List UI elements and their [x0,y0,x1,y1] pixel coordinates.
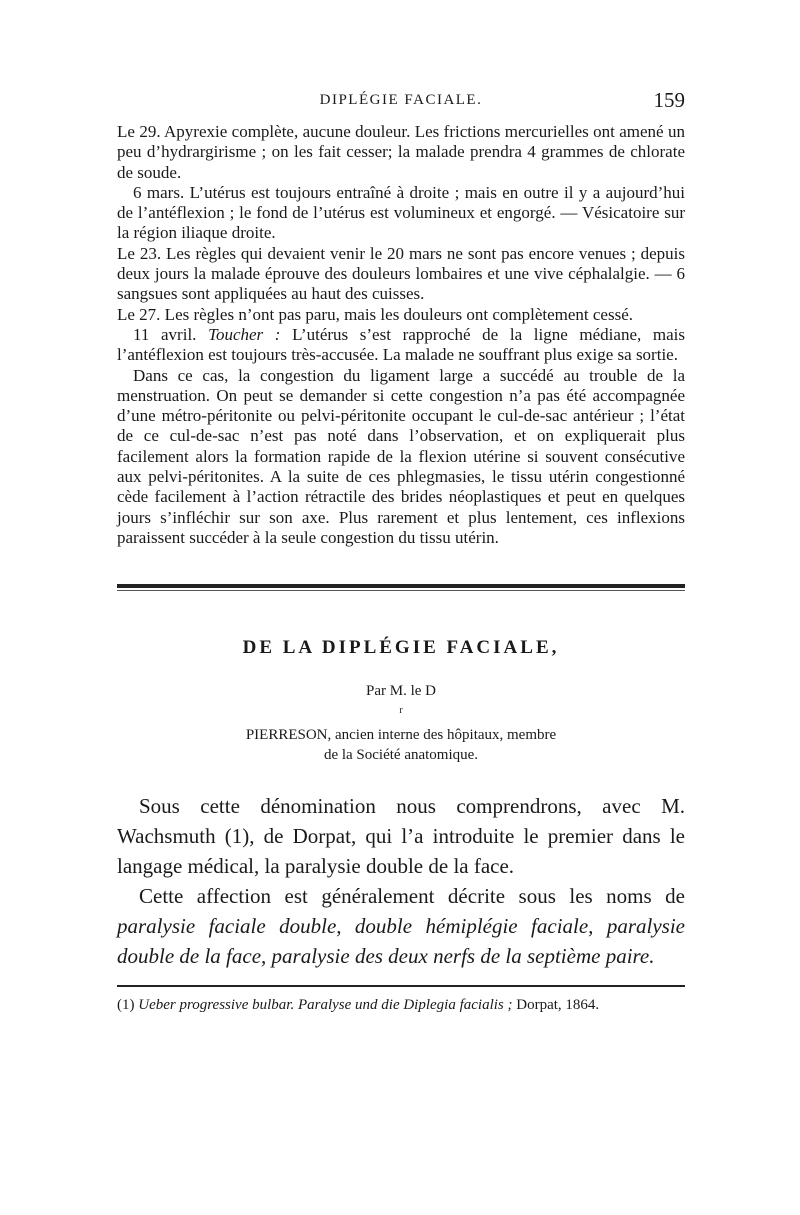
byline-line-1 [117,681,685,745]
paragraph [117,881,685,971]
section-divider-thin [117,590,685,591]
footnote-rest: Dorpat, 1864. [512,997,600,1014]
byline-prefix: Par M. le D [366,683,436,700]
observation-text [117,122,685,548]
paragraph: Sous cette dénomination nous comprendrons, avec M. Wachsmuth (1), de Dorpat, qui l’a introduite le premier dans le langage médical, la paralysie double de la face. [117,794,685,879]
italic-terms: paralysie faciale double, double hémiplégie faciale, paralysie double de la face, paralysie des deux nerfs de la septième paire. [117,914,685,969]
article-title: DE LA DIPLÉGIE FACIALE, [242,637,560,659]
section-divider-thick [117,584,685,588]
paragraph-text: Cette affection est généralement décrite sous les noms de [139,884,685,909]
byline-sup: r [399,705,403,717]
paragraph: 6 mars. L’utérus est toujours entraîné à droite ; mais en outre il y a aujourd’hui de l’antéflexion ; le fond de l’utérus est volumineux et engorgé. — Vésicatoire sur la région iliaque droite. [117,182,685,243]
paragraph: Le 27. Les règles n’ont pas paru, mais les douleurs ont complètement cessé. [117,304,633,324]
page-number: 159 [653,88,685,112]
footnote-marker: (1) [117,997,139,1014]
footnote [117,995,685,1015]
date-label: 11 avril. [133,324,209,344]
byline-rest: PIERRESON, ancien interne des hôpitaux, membre [245,727,557,744]
paragraph: Dans ce cas, la congestion du ligament large a succédé au trouble de la menstruation. On peut se demander si cette congestion n’a pas été accompagnée d’une métro-péritonite ou pelvi-péritonite occupant le cul-de-sac antérieur ; l’état de ce cul-de-sac n’est pas noté dans l’observation, et on expliquerait plus facilement alors la formation rapide de la flexion utérine si souvent consécutive aux pelvi-péritonites. A la suite de ces phlegmasies, le tissu utérin congestionné cède facilement à l’action rétractile des brides néoplastiques et peut en quelques jours s’infléchir sur son axe. Plus rarement et plus lentement, ces inflexions paraissent succéder à la seule congestion du tissu utérin. [117,365,685,547]
page-content [117,88,685,1015]
byline [117,681,685,765]
italic-label: Toucher : [208,324,281,344]
article-lead [117,791,685,971]
running-head [117,88,685,122]
paragraph-text: L’utérus s’est rapproché de la ligne médiane, mais l’antéflexion est toujours très-accusée. La malade ne souffrant plus exige sa sortie. [117,324,685,365]
paragraph: Le 29. Apyrexie complète, aucune douleur. Les frictions mercurielles ont amené un peu d’hydrargirisme ; on les fait cesser; la malade prendra 4 grammes de chlorate de soude. [117,122,685,182]
footnote-divider [117,985,685,987]
running-title: DIPLÉGIE FACIALE. [319,92,483,108]
paragraph [117,325,685,366]
paragraph: Le 23. Les règles qui devaient venir le 20 mars ne sont pas encore venues ; depuis deux jours la malade éprouve des douleurs lombaires et une vive céphalalgie. — 6 sangsues sont appliquées au haut des cuisses. [117,243,685,304]
footnote-title: Ueber progressive bulbar. Paralyse und die Diplegia facialis ; [138,997,513,1014]
byline-line-2: de la Société anatomique. [323,747,479,764]
